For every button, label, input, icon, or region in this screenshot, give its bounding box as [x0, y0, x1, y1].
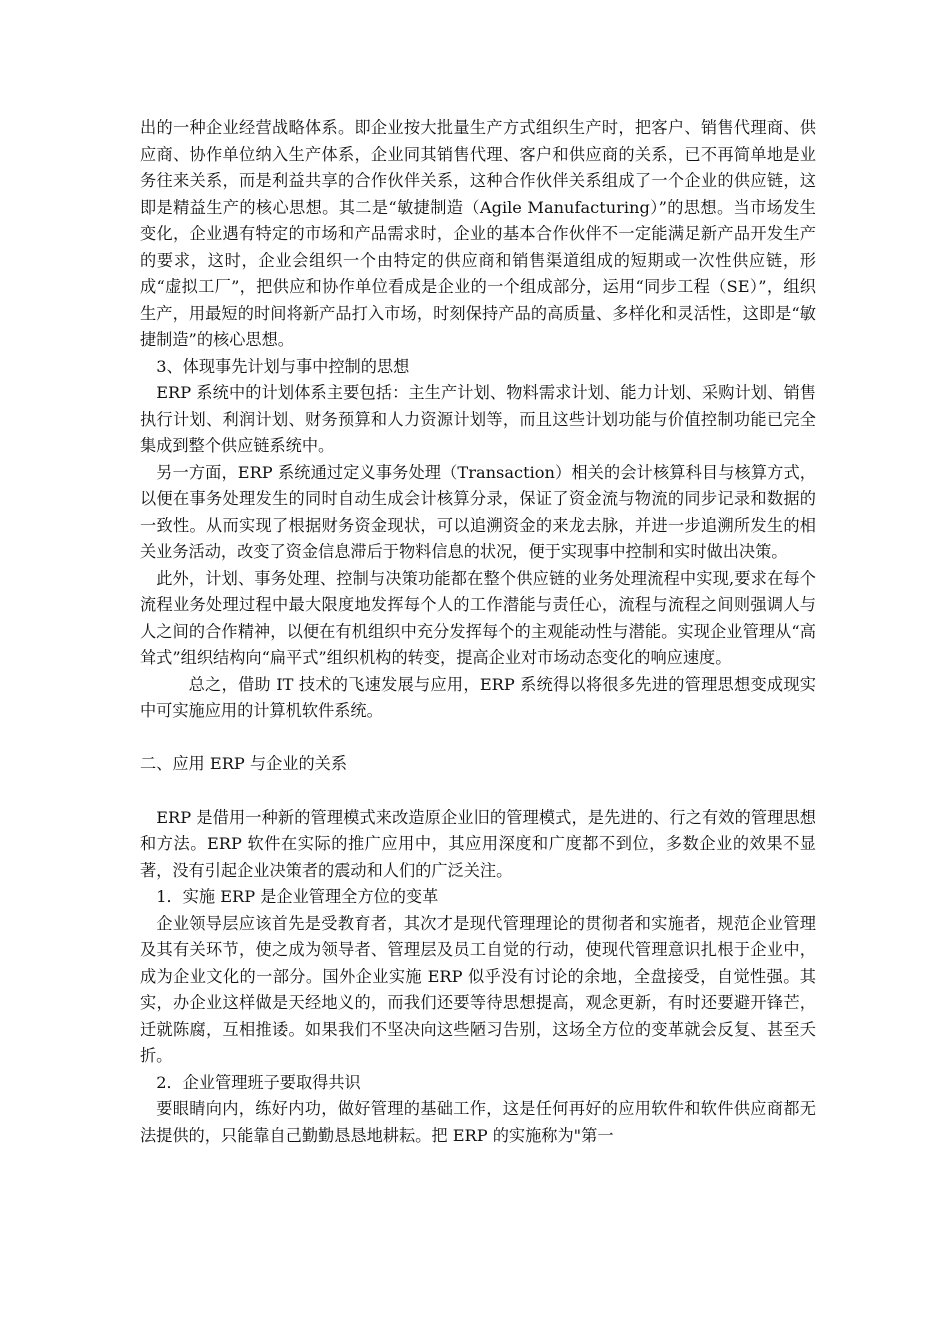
paragraph-lean-agile: 出的一种企业经营战略体系。即企业按大批量生产方式组织生产时，把客户、销售代理商、供应商、协作单位纳入生产体系，企业同其销售代理、客户和供应商的关系，已不再简单地是业务往来关系，而是利益共享的合作伙伴关系，这种合作伙伴关系组成了一个企业的供应链，这即是精益生产的核心思想。其二是“敏捷制造（Agile Manufacturing）”的思想。当市场发生变化，企业遇有特定的市场和产品需求时，企业的基本合作伙伴不一定能满足新产品开发生产的要求，这时，企业会组织一个由特定的供应商和销售渠道组成的短期或一次性供应链，形成“虚拟工厂”，把供应和协作单位看成是企业的一个组成部分，运用“同步工程（SE）”，组织生产，用最短的时间将新产品打入市场，时刻保持产品的高质量、多样化和灵活性，这即是“敏捷制造”的核心思想。: [140, 118, 816, 349]
paragraph-transaction: 另一方面，ERP 系统通过定义事务处理（Transaction）相关的会计核算科目与核算方式，以便在事务处理发生的同时自动生成会计核算分录，保证了资金流与物流的同步记录和数据的一致性。从而实现了根据财务资金现状，可以追溯资金的来龙去脉，并进一步追溯所发生的相关业务活动，改变了资金信息滞后于物料信息的状况，便于实现事中控制和实时做出决策。: [140, 462, 816, 561]
blank-line: [140, 778, 816, 805]
paragraph-plan-system: ERP 系统中的计划体系主要包括：主生产计划、物料需求计划、能力计划、采购计划、销售执行计划、利润计划、财务预算和人力资源计划等，而且这些计划功能与价值控制功能已完全集成到整个供应链系统中。: [140, 383, 816, 455]
section-heading-erp-enterprise: 二、应用 ERP 与企业的关系: [140, 754, 348, 773]
subheading-consensus: 2．企业管理班子要取得共识: [156, 1072, 361, 1092]
subheading-reform: 1．实施 ERP 是企业管理全方位的变革: [156, 887, 439, 906]
paragraph-summary: 总之，借助 IT 技术的飞速发展与应用，ERP 系统得以将很多先进的管理思想变成现实中可实施应用的计算机软件系统。: [140, 674, 816, 720]
paragraph-erp-intro: ERP 是借用一种新的管理模式来改造原企业旧的管理模式，是先进的、行之有效的管理思想和方法。ERP 软件在实际的推广应用中，其应用深度和广度都不到位，多数企业的效果不显著，没有引起企业决策者的震动和人们的广泛关注。: [140, 807, 816, 880]
paragraph-leadership: 企业领导层应该首先是受教育者，其次才是现代管理理论的贯彻者和实施者，规范企业管理及其有关环节，使之成为领导者、管理层及员工自觉的行动，使现代管理意识扎根于企业中，成为企业文化的一部分。国外企业实施 ERP 似乎没有讨论的余地，全盘接受，自觉性强。其实，办企业这样做是天经地义的，而我们还要等待思想提高，观念更新，有时还要避开锋芒，迁就陈腐，互相推诿。如果我们不坚决向这些陋习告别，这场全方位的变革就会反复、甚至夭折。: [140, 913, 816, 1065]
paragraph-process: 此外，计划、事务处理、控制与决策功能都在整个供应链的业务处理流程中实现,要求在每个流程业务处理过程中最大限度地发挥每个人的工作潜能与责任心，流程与流程之间则强调人与人之间的合作精神，以便在有机组织中充分发挥每个的主观能动性与潜能。实现企业管理从“高耸式”组织结构向“扁平式”组织机构的转变，提高企业对市场动态变化的响应速度。: [140, 568, 816, 667]
subheading-plan-control: 3、体现事先计划与事中控制的思想: [156, 356, 410, 376]
paragraph-internal: 要眼睛向内，练好内功，做好管理的基础工作，这是任何再好的应用软件和软件供应商都无法提供的，只能靠自己勤勤恳恳地耕耘。把 ERP 的实施称为"第一: [140, 1099, 816, 1145]
blank-line: [140, 725, 816, 752]
document-page: [140, 115, 816, 1149]
